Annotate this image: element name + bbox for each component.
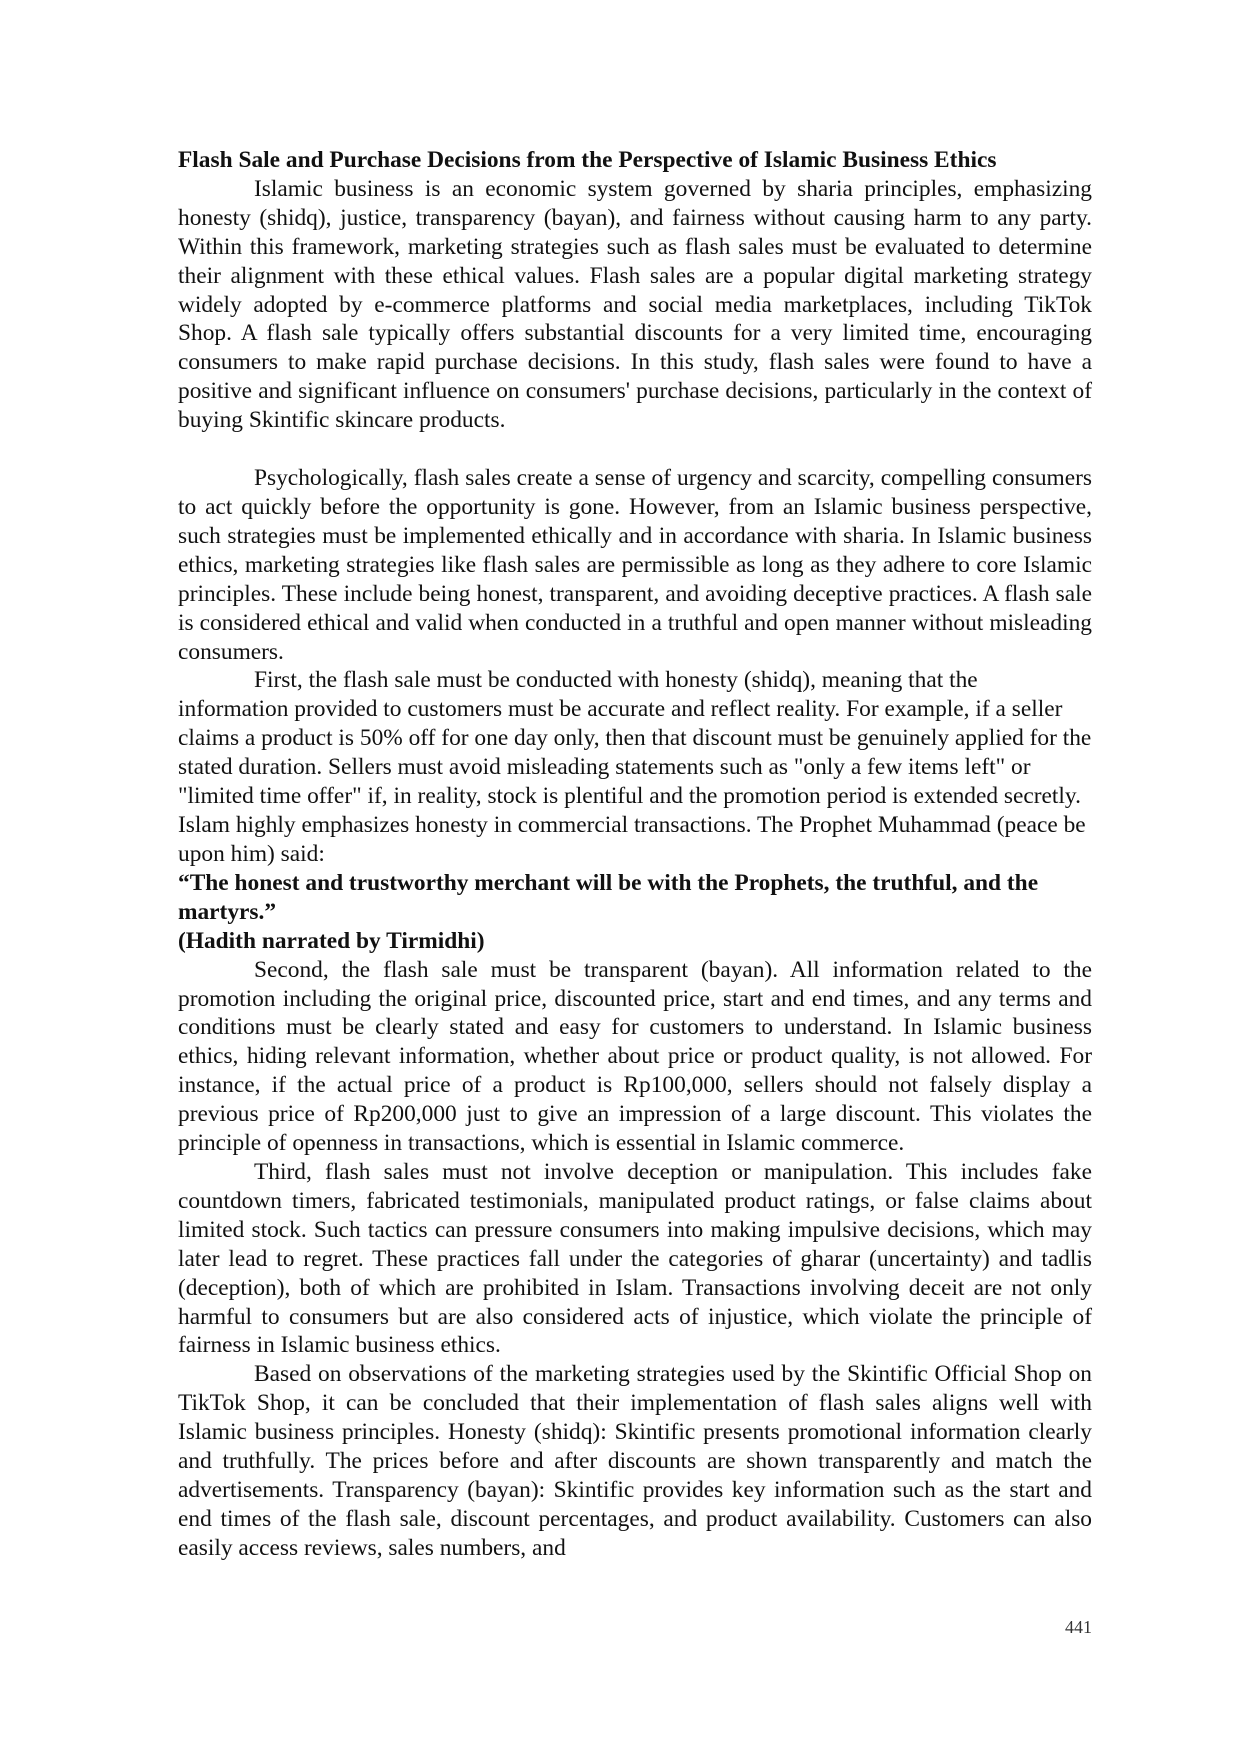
document-page <box>178 146 1092 1563</box>
hadith-quote: “The honest and trustworthy merchant will be with the Prophets, the truthful, and the martyrs.” <box>178 869 1039 925</box>
page-number: 441 <box>1065 1617 1092 1637</box>
hadith-source: (Hadith narrated by Tirmidhi) <box>178 927 485 954</box>
paragraph-honesty: First, the flash sale must be conducted with honesty (shidq), meaning that the information provided to customers must be accurate and reflect reality. For example, if a seller claims a product is 50% off for one day only, then that discount must be genuinely applied for the stated duration. Sellers must avoid misleading statements such as "only a few items left" or "limited time offer" if, in reality, stock is plentiful and the promotion period is extended secretly. Islam highly emphasizes honesty in commercial transactions. The Prophet Muhammad (peace be upon him) said: <box>178 667 1092 867</box>
paragraph-skintific-observation: Based on observations of the marketing strategies used by the Skintific Official Shop on TikTok Shop, it can be concluded that their implementation of flash sales aligns well with Islamic business principles. Honesty (shidq): Skintific presents promotional information clearly and truthfully. The prices before and after discounts are shown transparently and match the advertisements. Transparency (bayan): Skintific provides key information such as the start and end times of the flash sale, discount percentages, and product availability. Customers can also easily access reviews, sales numbers, and <box>178 1361 1092 1561</box>
paragraph-deception: Third, flash sales must not involve deception or manipulation. This includes fake countdown timers, fabricated testimonials, manipulated product ratings, or false claims about limited stock. Such tactics can pressure consumers into making impulsive decisions, which may later lead to regret. These practices fall under the categories of gharar (uncertainty) and tadlis (deception), both of which are prohibited in Islam. Transactions involving deceit are not only harmful to consumers but are also considered acts of injustice, which violate the principle of fairness in Islamic business ethics. <box>178 1159 1092 1359</box>
paragraph-islamic-business: Islamic business is an economic system governed by sharia principles, emphasizing honesty (shidq), justice, transparency (bayan), and fairness without causing harm to any party. Within this framework, marketing strategies such as flash sales must be evaluated to determine their alignment with these ethical values. Flash sales are a popular digital marketing strategy widely adopted by e-commerce platforms and social media marketplaces, including TikTok Shop. A flash sale typically offers substantial discounts for a very limited time, encouraging consumers to make rapid purchase decisions. In this study, flash sales were found to have a positive and significant influence on consumers' purchase decisions, particularly in the context of buying Skintific skincare products. <box>178 175 1092 434</box>
paragraph-transparency: Second, the flash sale must be transparent (bayan). All information related to the promotion including the original price, discounted price, start and end times, and any terms and conditions must be clearly stated and easy for customers to understand. In Islamic business ethics, hiding relevant information, whether about price or product quality, is not allowed. For instance, if the actual price of a product is Rp100,000, sellers should not falsely display a previous price of Rp200,000 just to give an impression of a large discount. This violates the principle of openness in transactions, which is essential in Islamic commerce. <box>178 956 1092 1157</box>
paragraph-spacer <box>178 435 1092 464</box>
section-title: Flash Sale and Purchase Decisions from the Perspective of Islamic Business Ethics <box>178 147 997 173</box>
paragraph-psychology: Psychologically, flash sales create a sense of urgency and scarcity, compelling consumers to act quickly before the opportunity is gone. However, from an Islamic business perspective, such strategies must be implemented ethically and in accordance with sharia. In Islamic business ethics, marketing strategies like flash sales are permissible as long as they adhere to core Islamic principles. These include being honest, transparent, and avoiding deceptive practices. A flash sale is considered ethical and valid when conducted in a truthful and open manner without misleading consumers. <box>178 465 1092 665</box>
